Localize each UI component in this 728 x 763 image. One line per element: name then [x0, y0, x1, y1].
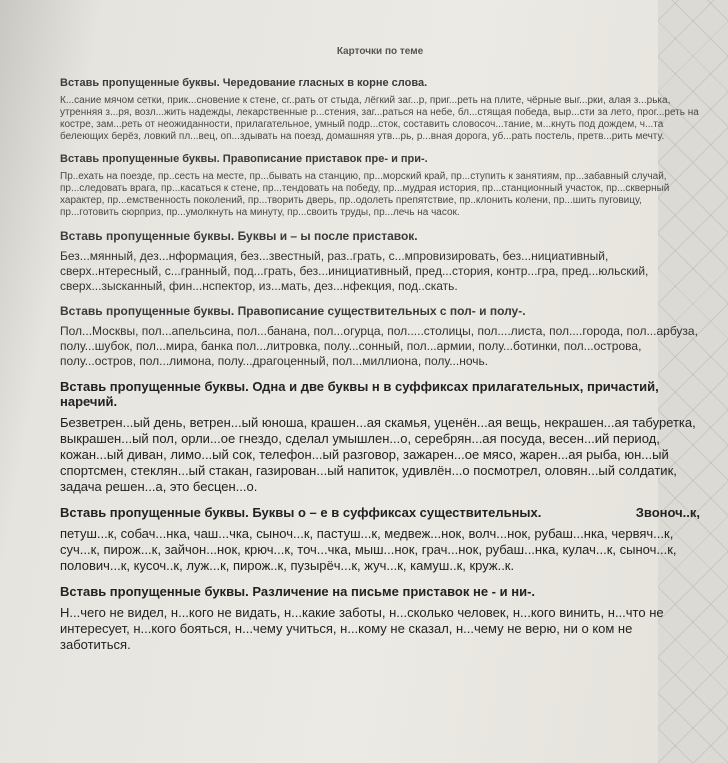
- section-i-y-after-prefixes: [60, 229, 700, 294]
- section-ne-ni-prefixes: [60, 584, 700, 653]
- section-body: Безветрен...ый день, ветрен...ый юноша, крашен...ая скамья, уценён...ая вещь, некрашен...ая табуретка, выкрашен...ый пол, орли...ое гнездо, сделал умышлен...о, серебрян...ая посуда, весен...ий период, кожан...ый диван, лимо...ый сок, телефон...ый разговор, зажарен...ое мясо, жарен...ая рыба, юн...ый спортсмен, стеклян...ый стакан, газирован...ый напиток, удивлён...о посмотрел, оловян...ый солдатик, задача решен...а, это бесцен...о.: [60, 415, 696, 494]
- section-body: Н...чего не видел, н...кого не видать, н...какие заботы, н...сколько человек, н...кого винить, н...что не интересует, н...кого бояться, н...чему учиться, н...кому не сказал, н...чему не верю, ни о ком не заботиться.: [60, 605, 664, 652]
- section-body: К...сание мячом сетки, прик...сновение к стене, сг..рать от стыда, лёгкий заг...р, приг...реть на плите, чёрные выг...рки, алая з...рька, утренняя з...ря, возл...жить надежды, лекарственные р...стения, заг...раться на небе, бл...стящая победа, выр...сти за лето, прог...реть на костре, зам...реть от неожиданности, прилагательное, умный подр...сток, составить словосоч...тание, м...кнуть под дождем, ч...та белеющих берёз, ловкий пл...вец, оп...здывать на поезд, домашняя утв...рь, р...вная дорога, уб...рать постель, претв...рить мечту.: [60, 95, 699, 142]
- section-o-e-suffixes: [60, 505, 700, 574]
- worksheet: [60, 40, 700, 663]
- section-heading: Вставь пропущенные буквы. Одна и две буквы н в суффиксах прилагательных, причастий, наречий.: [60, 379, 659, 409]
- section-prefixes-pre-pri: [60, 153, 700, 219]
- section-heading: [60, 505, 700, 520]
- section-heading: Вставь пропущенные буквы. Различение на письме приставок не - и ни-.: [60, 584, 536, 599]
- section-pol-polu: [60, 304, 700, 369]
- section-body: Без...мянный, дез...нформация, без...звестный, раз..грать, с...мпровизировать, без...нициативный, сверх..нтересный, с...гранный, под...грать, без...инициативный, пред...стория, контр...гра, пред...юльский, сверх...зысканный, фин...нспектор, из...мать, дез...нфекция, под..скать.: [60, 249, 649, 293]
- section-heading: Вставь пропущенные буквы. Правописание приставок пре- и при-.: [60, 153, 428, 165]
- section-n-nn-suffixes: [60, 379, 700, 495]
- section-heading: Вставь пропущенные буквы. Правописание существительных с пол- и полу-.: [60, 304, 526, 318]
- section-vowel-alternation: [60, 77, 700, 143]
- page-title: Карточки по теме: [336, 46, 424, 57]
- section-body: Пр..ехать на поезде, пр..сесть на месте, пр...бывать на станцию, пр...морский край, пр...ступить к занятиям, пр...забавный случай, пр...следовать врага, пр...касаться к стене, пр...тендовать на победу, пр...мудрая история, пр...станционный участок, пр...скверный характер, пр...емственность поколений, пр...творить дверь, пр..одолеть препятствие, пр..клонить колени, пр...шить пуговицу, пр...готовить сюрприз, пр...умолкнуть на минуту, пр...своить труды, пр...лечь на часок.: [60, 171, 670, 218]
- section-heading-extra: Звоноч..к,: [635, 505, 700, 520]
- section-body: петуш...к, собач...нка, чаш...чка, сыноч...к, пастуш...к, медвеж...нок, волч...нок, рубаш...нка, червяч...к, суч...к, пирож...к, зайчон...нок, крюч...к, точ...чка, мыш...нок, грач...нок, рубаш...нка, кулач...к, сыноч...к, полович...к, кусоч..к, луж...к, пирож..к, пузырёч...к, жуч...к, камуш..к, круж..к.: [60, 526, 677, 573]
- section-heading-text: Вставь пропущенные буквы. Буквы о – е в суффиксах существительных.: [60, 505, 542, 520]
- section-heading: Вставь пропущенные буквы. Чередование гласных в корне слова.: [60, 77, 428, 89]
- section-heading: Вставь пропущенные буквы. Буквы и – ы после приставок.: [60, 229, 418, 243]
- section-body: Пол...Москвы, пол...апельсина, пол...банана, пол...огурца, пол.....столицы, пол....листа, пол....города, пол...арбуза, полу...шубок, пол...мира, банка пол...литровка, полу...сонный, пол...армии, полу...ботинки, пол...острова, полу...остров, пол...лимона, полу...драгоценный, пол...миллиона, полу...ночь.: [60, 324, 698, 368]
